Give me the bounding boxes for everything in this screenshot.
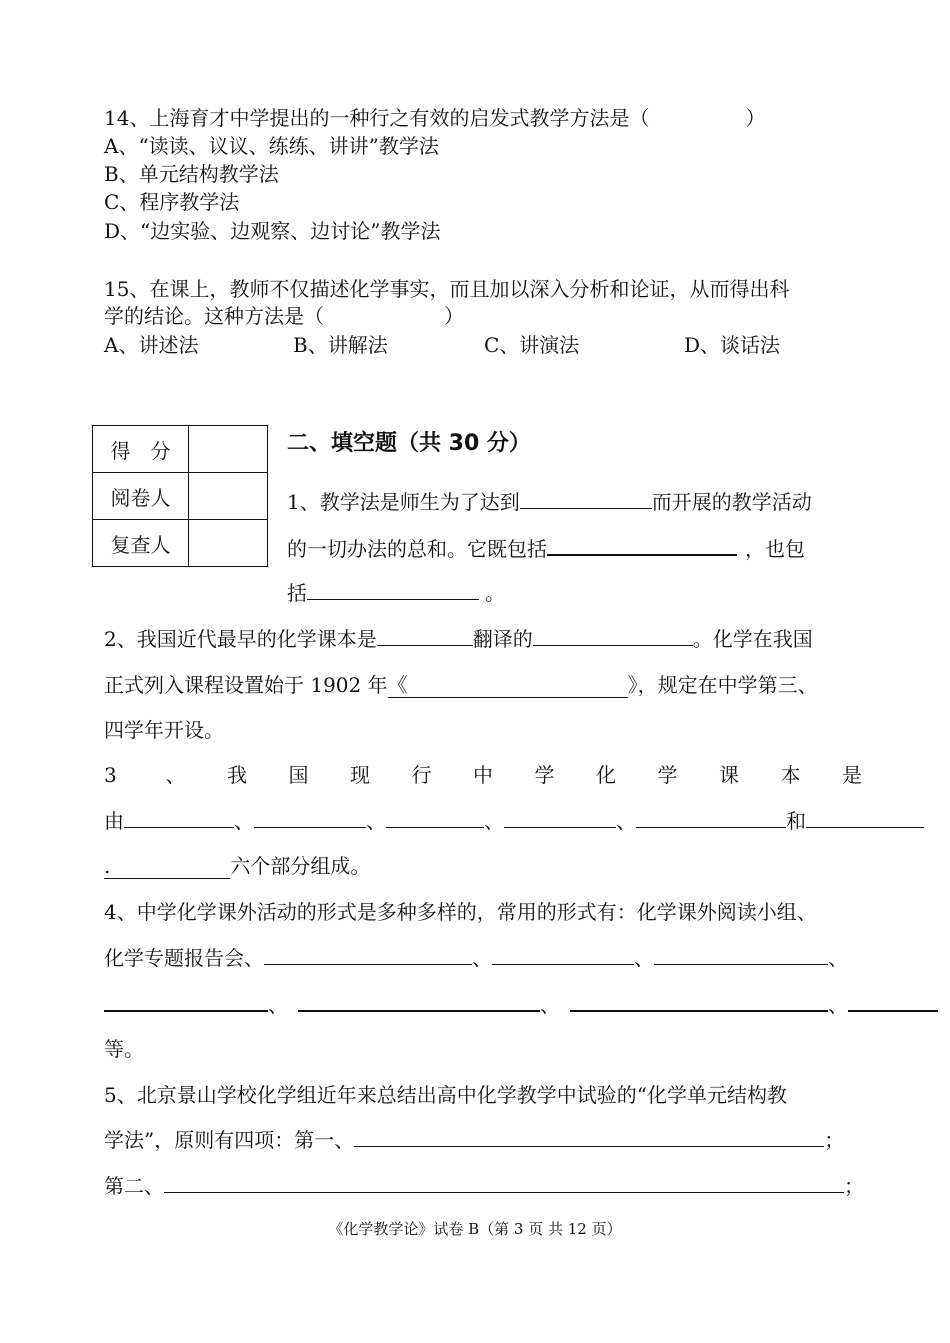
f3-char: 学	[534, 763, 555, 787]
reviewer-value-cell[interactable]	[189, 520, 268, 567]
f5-line1: 5、北京景山学校化学组近年来总结出高中化学教学中试验的“化学单元结构教	[104, 1083, 787, 1107]
reviewer-label: 复查人	[93, 520, 189, 567]
f4-line1: 4、中学化学课外活动的形式是多种多样的，常用的形式有：化学课外阅读小组、	[104, 900, 817, 924]
f3-dot: .	[104, 854, 111, 878]
f4-text-b: 化学专题报告会、	[104, 946, 264, 970]
f1-blank-1[interactable]	[520, 490, 652, 509]
f1-text-d: ，也包	[745, 537, 805, 561]
score-row	[93, 426, 268, 473]
f4-blank-3[interactable]	[654, 946, 828, 965]
q14-stem-text: 14、上海育才中学提出的一种行之有效的启发式教学方法是（	[104, 106, 650, 130]
f3-char: 行	[411, 763, 432, 787]
score-value-cell[interactable]	[189, 426, 268, 473]
f3-char: 本	[780, 763, 801, 787]
f3-char: 学	[657, 763, 678, 787]
f3-text-end: 六个部分组成。	[230, 854, 371, 878]
f2-text-c: 。化学在我国	[692, 627, 813, 651]
f5-blank-1[interactable]	[354, 1128, 824, 1147]
f3-line2	[104, 809, 924, 833]
f3-char: 我	[227, 763, 247, 787]
f4-blank-2[interactable]	[492, 946, 634, 965]
f2-text-f: 》，规定在中学第三、	[627, 673, 818, 697]
q15-option-a: A、讲述法	[104, 333, 199, 357]
q15-line2	[104, 304, 464, 328]
f3-blank-4[interactable]	[504, 809, 616, 828]
f5-blank-2[interactable]	[164, 1174, 844, 1193]
f1-text-e: 括	[287, 581, 307, 605]
f3-sep: 、	[234, 809, 254, 833]
f2-line2	[104, 673, 818, 698]
f2-blank-1[interactable]	[377, 627, 473, 646]
f1-line3	[287, 581, 505, 605]
f1-text-c: 的一切办法的总和。它既包括	[287, 537, 547, 561]
f3-sep: 、	[484, 809, 504, 833]
q14-option-c: C、程序教学法	[104, 190, 240, 214]
score-table	[92, 425, 268, 567]
f4-sep: 、	[828, 993, 848, 1017]
f3-line3	[104, 854, 370, 879]
grader-label: 阅卷人	[93, 473, 189, 520]
q15-option-b: B、讲解法	[293, 333, 388, 357]
grader-value-cell[interactable]	[189, 473, 268, 520]
f3-blank-1[interactable]	[124, 809, 234, 828]
f5-line3	[104, 1174, 864, 1198]
f3-char: 国	[288, 763, 309, 787]
f3-sep: 、	[366, 809, 386, 833]
f2-text-a: 2、我国近代最早的化学课本是	[104, 627, 377, 651]
q14-option-b: B、单元结构教学法	[104, 162, 279, 186]
f5-text-c: 第二、	[104, 1174, 164, 1198]
f2-text-e: 《	[387, 673, 408, 697]
f4-sep: 、	[634, 946, 654, 970]
section-title: 二、填空题（共 30 分）	[287, 431, 531, 456]
f1-text-f: 。	[485, 581, 505, 605]
f5-semi: ；	[844, 1174, 864, 1198]
f4-line3	[104, 992, 938, 1017]
score-label: 得 分	[93, 426, 189, 473]
page-footer: 《化学教学论》试卷 B（第 3 页 共 12 页）	[328, 1220, 622, 1238]
f2-blank-2[interactable]	[533, 627, 693, 646]
f4-blank-6[interactable]	[570, 992, 828, 1012]
q15-line1: 15、在课上，教师不仅描述化学事实，而且加以深入分析和论证，从而得出科	[104, 277, 790, 301]
f3-char: 是	[842, 763, 862, 787]
f3-char: 3	[104, 763, 117, 787]
q15-line2-text: 学的结论。这种方法是（	[104, 304, 324, 328]
f4-blank-4[interactable]	[104, 992, 268, 1012]
f1-text-a: 1、教学法是师生为了达到	[287, 490, 520, 514]
f4-sep: 、	[540, 993, 560, 1017]
f2-blank-3[interactable]	[388, 673, 628, 698]
f5-line2	[104, 1128, 844, 1152]
f3-blank-3[interactable]	[386, 809, 484, 828]
reviewer-row	[93, 520, 268, 567]
f3-char: 现	[350, 763, 370, 787]
f1-blank-3[interactable]	[307, 581, 479, 600]
f3-blank-6[interactable]	[806, 809, 924, 828]
f3-and: 和	[786, 809, 806, 833]
q15-option-d: D、谈话法	[684, 333, 781, 357]
f4-blank-7[interactable]	[848, 992, 938, 1012]
f4-line4: 等。	[104, 1037, 144, 1061]
q14-option-a: A、“读读、议议、练练、讲讲”教学法	[104, 134, 439, 158]
f4-sep: 、	[828, 946, 848, 970]
f1-blank-2[interactable]	[547, 536, 737, 556]
f2-text-b: 翻译的	[472, 627, 533, 651]
f2-line1	[104, 627, 813, 651]
f4-sep: 、	[472, 946, 492, 970]
f3-text-a: 由	[104, 809, 124, 833]
f3-blank-2[interactable]	[254, 809, 366, 828]
q14-stem	[104, 106, 765, 130]
f3-blank-5[interactable]	[636, 809, 786, 828]
f4-line2	[104, 946, 848, 970]
q15-option-c: C、讲演法	[484, 333, 580, 357]
f3-char: 中	[473, 763, 493, 787]
f1-line2	[287, 536, 805, 561]
grader-row	[93, 473, 268, 520]
f1-text-b: 而开展的教学活动	[651, 490, 812, 514]
f2-line3: 四学年开设。	[104, 718, 224, 742]
f4-sep: 、	[268, 993, 288, 1017]
f5-semi: ；	[824, 1128, 845, 1152]
f4-blank-1[interactable]	[264, 946, 472, 965]
f5-text-b: 学法”，原则有四项：第一、	[104, 1128, 355, 1152]
q14-option-d: D、“边实验、边观察、边讨论”教学法	[104, 219, 441, 243]
f3-char: 课	[719, 763, 739, 787]
q15-close: ）	[444, 304, 464, 328]
q14-close: ）	[745, 106, 766, 130]
f3-char: 化	[596, 763, 616, 787]
f3-blank-6-cont[interactable]	[104, 854, 230, 879]
f3-sep: 、	[616, 809, 636, 833]
f2-text-d: 正式列入课程设置始于 1902 年	[104, 673, 388, 697]
f4-blank-5[interactable]	[298, 992, 540, 1012]
f1-line1	[287, 490, 812, 514]
f3-char: 、	[165, 763, 186, 787]
f3-line1	[104, 763, 862, 787]
